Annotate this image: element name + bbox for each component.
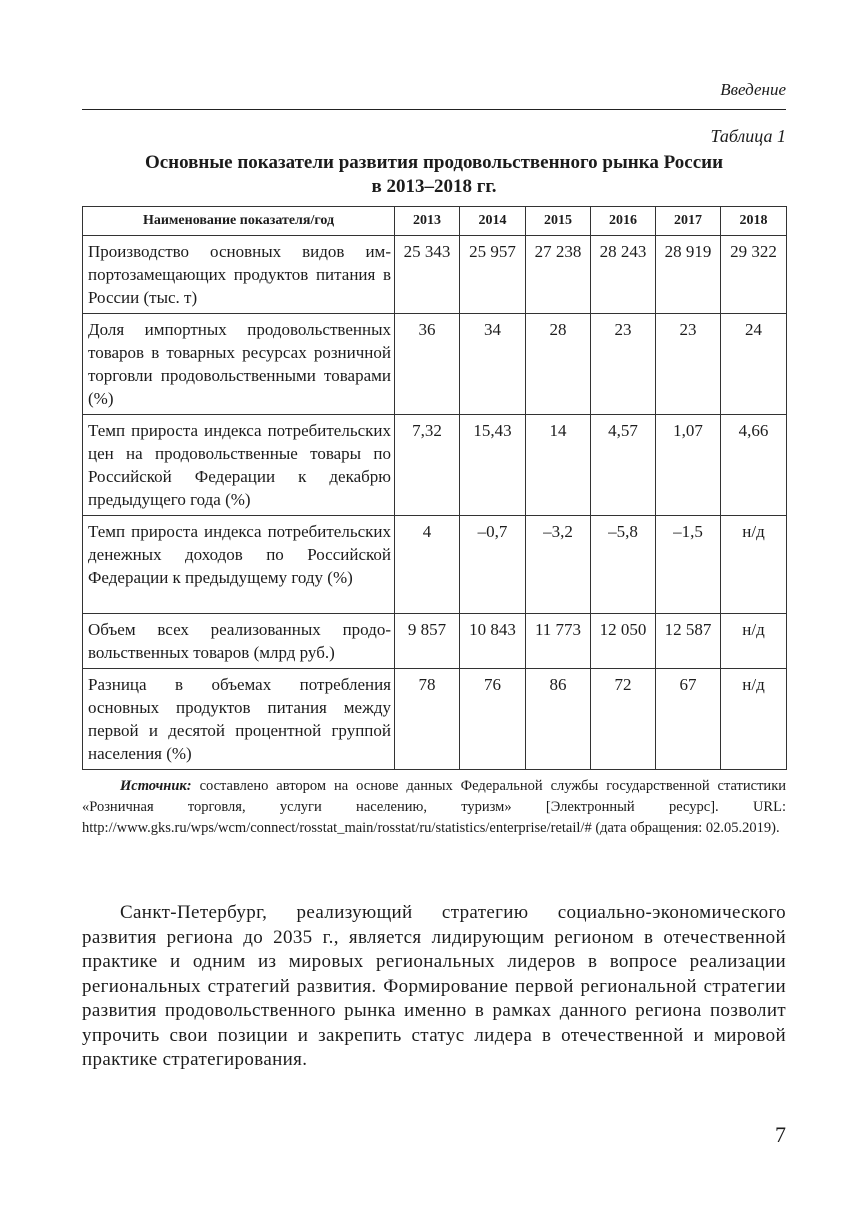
value-cell: 11 773 (526, 614, 591, 669)
table-row (83, 236, 787, 314)
indicators-table (82, 206, 787, 770)
value-cell: 23 (591, 314, 656, 415)
indicator-name: Доля импортных продовольственных товаров в товарных ресурсах розничной торговли продовольственными товарами (%) (83, 314, 395, 415)
table-row (83, 516, 787, 614)
value-cell: 27 238 (526, 236, 591, 314)
body-paragraph: Санкт-Петербург, реализующий стратегию социально-экономического развития региона до 2035 г., является лидирующим регионом в отечественной практике и одним из мировых региональных лидеров в вопросе реализации региональных стратегий развития. Формирование первой региональной стратегии развития продовольственного рынка именно в рамках данного региона позволит упрочить свои позиции и закрепить статус лидера в отечественной и мировой практике стратегирования. (82, 902, 786, 1070)
value-cell: 4,57 (591, 415, 656, 516)
table-label: Таблица 1 (710, 126, 786, 146)
value-cell: 12 050 (591, 614, 656, 669)
value-cell: 78 (395, 669, 460, 770)
table-row (83, 614, 787, 669)
header-cell-name: Наименование показателя/год (83, 207, 395, 236)
table-row (83, 669, 787, 770)
value-cell: 28 919 (656, 236, 721, 314)
value-cell: н/д (721, 614, 787, 669)
value-cell: 34 (460, 314, 526, 415)
source-label: Источник: (120, 778, 192, 794)
value-cell: 24 (721, 314, 787, 415)
indicator-name: Разница в объемах потребления основных продуктов питания между первой и десятой процентной группой населения (%) (83, 669, 395, 770)
value-cell: н/д (721, 669, 787, 770)
indicator-name: Темп прироста индекса потребительских денежных доходов по Российской Федерации к предыдущему году (%) (83, 516, 395, 614)
value-cell: 76 (460, 669, 526, 770)
running-head: Введение (720, 80, 786, 99)
header-cell-year: 2014 (460, 207, 526, 236)
value-cell: 67 (656, 669, 721, 770)
header-cell-year: 2013 (395, 207, 460, 236)
indicator-name: Темп прироста индекса потребительских цен на продовольственные товары по Российской Федерации к декабрю предыдущего года (%) (83, 415, 395, 516)
value-cell: 1,07 (656, 415, 721, 516)
value-cell: –0,7 (460, 516, 526, 614)
header-cell-year: 2015 (526, 207, 591, 236)
table-title-line-1: Основные показатели развития продовольственного рынка России (144, 152, 724, 173)
value-cell: 29 322 (721, 236, 787, 314)
value-cell: 28 (526, 314, 591, 415)
value-cell: 15,43 (460, 415, 526, 516)
header-divider (82, 109, 786, 110)
value-cell: –5,8 (591, 516, 656, 614)
indicator-name: Производство основных видов импортозамещающих продуктов питания в России (тыс. т) (83, 236, 395, 314)
table-row (83, 314, 787, 415)
page-number: 7 (775, 1122, 786, 1147)
value-cell: 25 957 (460, 236, 526, 314)
value-cell: 25 343 (395, 236, 460, 314)
indicator-name: Объем всех реализованных продовольственных товаров (млрд руб.) (83, 614, 395, 669)
value-cell: 28 243 (591, 236, 656, 314)
table-row (83, 415, 787, 516)
value-cell: 72 (591, 669, 656, 770)
source-text: составлено автором на основе данных Федеральной службы государственной статистики «Розничная торговля, услуги населению, туризм» [Электронный ресурс]. URL: http://www.gks.ru/wps/wcm/connect/rosstat_main/rosstat/ru/statistics/enterprise/retail/# (дата обращения: 02.05.2019). (82, 778, 786, 836)
value-cell: 4,66 (721, 415, 787, 516)
value-cell: 14 (526, 415, 591, 516)
header-cell-year: 2018 (721, 207, 787, 236)
header-cell-year: 2017 (656, 207, 721, 236)
value-cell: 36 (395, 314, 460, 415)
value-cell: 10 843 (460, 614, 526, 669)
table-header-row (83, 207, 787, 236)
value-cell: 4 (395, 516, 460, 614)
value-cell: 23 (656, 314, 721, 415)
value-cell: 12 587 (656, 614, 721, 669)
value-cell: –1,5 (656, 516, 721, 614)
table-title-line-2: в 2013–2018 гг. (371, 176, 497, 197)
value-cell: н/д (721, 516, 787, 614)
value-cell: –3,2 (526, 516, 591, 614)
value-cell: 9 857 (395, 614, 460, 669)
value-cell: 86 (526, 669, 591, 770)
value-cell: 7,32 (395, 415, 460, 516)
source-note (82, 776, 786, 839)
header-cell-year: 2016 (591, 207, 656, 236)
table-title (82, 151, 786, 199)
